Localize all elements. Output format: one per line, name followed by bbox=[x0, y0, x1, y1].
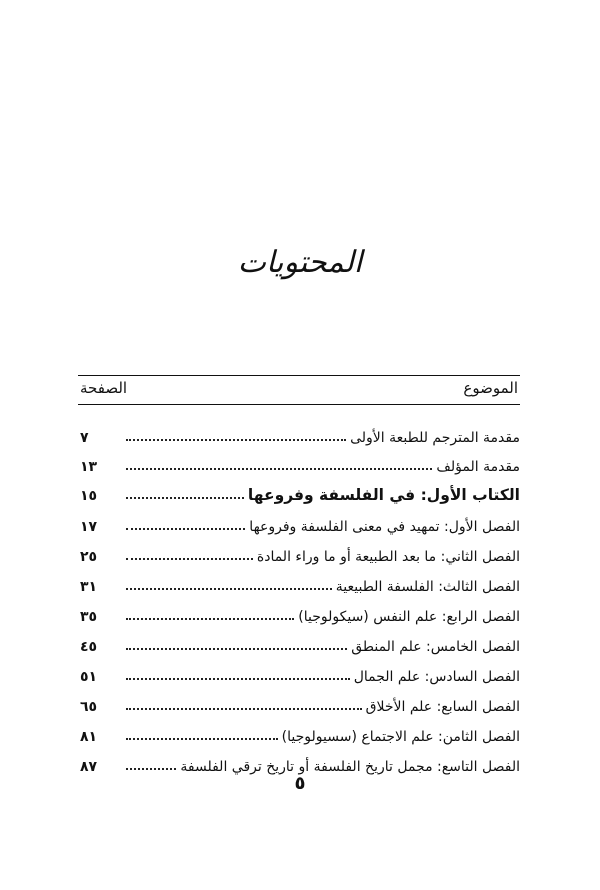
toc-entry-label: مقدمة المترجم للطبعة الأولى bbox=[350, 430, 520, 446]
toc-entry-label: الفصل الثالث: الفلسفة الطبيعية bbox=[335, 579, 520, 595]
toc-entry bbox=[80, 449, 520, 475]
toc-entry bbox=[80, 420, 520, 446]
toc-entry bbox=[80, 689, 520, 715]
toc-entry-page: ٨٧ bbox=[80, 759, 98, 775]
toc-leader-dots bbox=[126, 768, 176, 770]
toc-entry-label: الفصل السابع: علم الأخلاق bbox=[365, 699, 520, 715]
toc-entry-label: الفصل الخامس: علم المنطق bbox=[351, 639, 520, 655]
toc-entry bbox=[80, 599, 520, 625]
toc-entry-page: ٣١ bbox=[80, 579, 98, 595]
toc-leader-dots bbox=[126, 588, 332, 590]
toc-leader-dots bbox=[126, 648, 347, 650]
toc-entry-page: ٤٥ bbox=[80, 639, 98, 655]
toc-leader-dots bbox=[126, 497, 244, 499]
toc-entry bbox=[80, 629, 520, 655]
toc-leader-dots bbox=[126, 618, 294, 620]
toc-entry-label: الفصل الثامن: علم الاجتماع (سسيولوجيا) bbox=[281, 729, 520, 745]
page-title: المحتويات bbox=[237, 245, 363, 280]
toc-entry-page: ٥١ bbox=[80, 669, 98, 685]
toc-entry-page: ٣٥ bbox=[80, 609, 98, 625]
toc-entry bbox=[80, 659, 520, 685]
toc-leader-dots bbox=[126, 558, 253, 560]
toc-leader-dots bbox=[126, 439, 346, 441]
page-number: ٥ bbox=[294, 773, 306, 794]
column-header-page: الصفحة bbox=[80, 379, 128, 397]
toc-entry-label: الفصل الأول: تمهيد في معنى الفلسفة وفروعها bbox=[249, 519, 520, 535]
column-header-topic: الموضوع bbox=[463, 379, 518, 397]
toc-entry-page: ٧ bbox=[80, 430, 89, 446]
toc-entry bbox=[80, 569, 520, 595]
toc-entry bbox=[80, 478, 520, 504]
toc-entry bbox=[80, 509, 520, 535]
toc-leader-dots bbox=[126, 468, 432, 470]
toc-leader-dots bbox=[126, 678, 350, 680]
toc-leader-dots bbox=[126, 708, 362, 710]
toc-leader-dots bbox=[126, 738, 278, 740]
toc-entry-page: ٦٥ bbox=[80, 699, 98, 715]
toc-entry-label: الفصل الرابع: علم النفس (سيكولوجيا) bbox=[298, 609, 520, 625]
toc-entry-label: الكتاب الأول: في الفلسفة وفروعها bbox=[247, 486, 520, 504]
toc-entry bbox=[80, 749, 520, 775]
toc-entry-label: الفصل التاسع: مجمل تاريخ الفلسفة أو تاريخ ترقي الفلسفة bbox=[180, 759, 520, 775]
toc-entry bbox=[80, 539, 520, 565]
header-top-rule bbox=[78, 375, 520, 376]
toc-entry-page: ٨١ bbox=[80, 729, 98, 745]
toc-entry-label: الفصل السادس: علم الجمال bbox=[353, 669, 520, 685]
toc-entry-page: ٢٥ bbox=[80, 549, 98, 565]
toc-entry-page: ١٣ bbox=[80, 459, 98, 475]
header-bottom-rule bbox=[78, 404, 520, 405]
toc-entry-label: مقدمة المؤلف bbox=[436, 459, 520, 475]
toc-leader-dots bbox=[126, 528, 245, 530]
toc-entry-page: ١٧ bbox=[80, 519, 98, 535]
toc-entry-page: ١٥ bbox=[80, 488, 98, 504]
toc-entry-label: الفصل الثاني: ما بعد الطبيعة أو ما وراء المادة bbox=[256, 549, 520, 565]
toc-entry bbox=[80, 719, 520, 745]
